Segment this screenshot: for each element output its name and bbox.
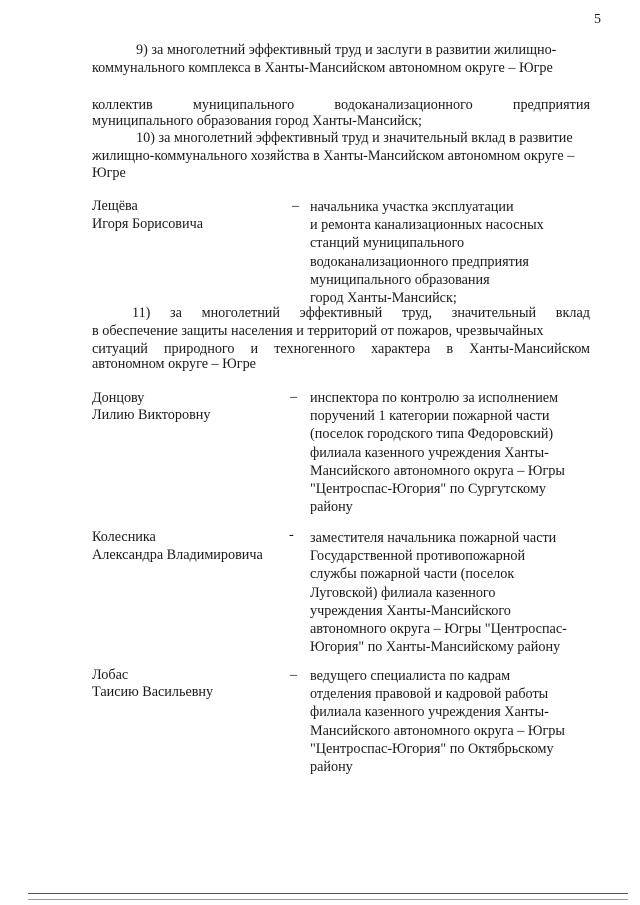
item-9-line-1: 9) за многолетний эффективный труд и заслуги в развитии жилищно- [136, 42, 557, 58]
desc-line: муниципального образования [310, 271, 490, 288]
desc-line: станций муниципального [310, 235, 465, 252]
desc-line: начальника участка эксплуатации [310, 199, 514, 215]
collective-line-1: коллектив муниципального водоканализационного предприятия [92, 97, 590, 113]
person-2-surname: Донцову [92, 390, 145, 406]
person-3-name: Александра Владимировича [92, 547, 263, 563]
desc-line: Югория" по Ханты-Мансийскому району [310, 639, 561, 656]
desc-line: и ремонта канализационных насосных [310, 217, 544, 234]
item-10-line-2: жилищно-коммунального хозяйства в Ханты-Мансийском автономном округе – [92, 148, 575, 164]
desc-line: филиала казенного учреждения Ханты- [310, 444, 549, 461]
person-1-description [310, 198, 544, 307]
person-2-description [310, 389, 565, 516]
desc-line: Мансийского автономного округа – Югры [310, 722, 565, 739]
person-2-name: Лилию Викторовну [92, 407, 211, 423]
item-11-line-3: ситуаций природного и техногенного характера в Ханты-Мансийском [92, 341, 590, 357]
desc-line: району [310, 759, 353, 776]
person-2-dash: – [290, 389, 298, 405]
person-3-dash: - [289, 527, 294, 543]
desc-line: отделения правовой и кадровой работы [310, 686, 549, 703]
person-4-description [310, 667, 565, 776]
desc-line: учреждения Ханты-Мансийского [310, 602, 511, 619]
person-4-name: Таисию Васильевну [92, 684, 214, 700]
person-1-dash: – [292, 198, 300, 214]
person-4-dash: – [290, 667, 298, 683]
item-11-line-2: в обеспечение защиты населения и территорий от пожаров, чрезвычайных [92, 323, 544, 339]
item-9-line-2: коммунального комплекса в Ханты-Мансийском автономном округе – Югре [92, 60, 553, 76]
person-3-surname: Колесника [92, 529, 156, 545]
desc-line: ведущего специалиста по кадрам [310, 668, 511, 684]
collective-line-2: муниципального образования город Ханты-Мансийск; [92, 113, 422, 129]
desc-line: службы пожарной части (поселок [310, 566, 515, 583]
desc-line: Луговской) филиала казенного [310, 584, 496, 601]
desc-line: району [310, 499, 353, 516]
desc-line: поручений 1 категории пожарной части [310, 408, 550, 425]
page-number: 5 [594, 12, 601, 27]
desc-line: "Центроспас-Югория" по Сургутскому [310, 481, 546, 498]
item-11-line-4: автономном округе – Югре [92, 356, 256, 372]
desc-line: (поселок городского типа Федоровский) [310, 426, 554, 443]
desc-line: город Ханты-Мансийск; [310, 290, 457, 307]
desc-line: "Центроспас-Югория" по Октябрьскому [310, 740, 554, 757]
item-10-line-3: Югре [92, 165, 126, 181]
desc-line: Государственной противопожарной [310, 548, 526, 565]
desc-line: инспектора по контролю за исполнением [310, 390, 559, 406]
bottom-rule-secondary [28, 899, 628, 900]
item-10-line-1: 10) за многолетний эффективный труд и значительный вклад в развитие [136, 130, 573, 146]
person-1-name: Игоря Борисовича [92, 216, 204, 232]
desc-line: заместителя начальника пожарной части [310, 530, 557, 546]
item-11-line-1: 11) за многолетний эффективный труд, значительный вклад [132, 305, 590, 321]
person-3-description [310, 529, 567, 656]
person-1-surname: Лещёва [92, 198, 138, 214]
bottom-rule [28, 893, 628, 894]
desc-line: филиала казенного учреждения Ханты- [310, 704, 549, 721]
desc-line: автономного округа – Югры "Центроспас- [310, 621, 567, 638]
desc-line: водоканализационного предприятия [310, 253, 529, 270]
person-4-surname: Лобас [92, 667, 129, 683]
desc-line: Мансийского автономного округа – Югры [310, 462, 565, 479]
